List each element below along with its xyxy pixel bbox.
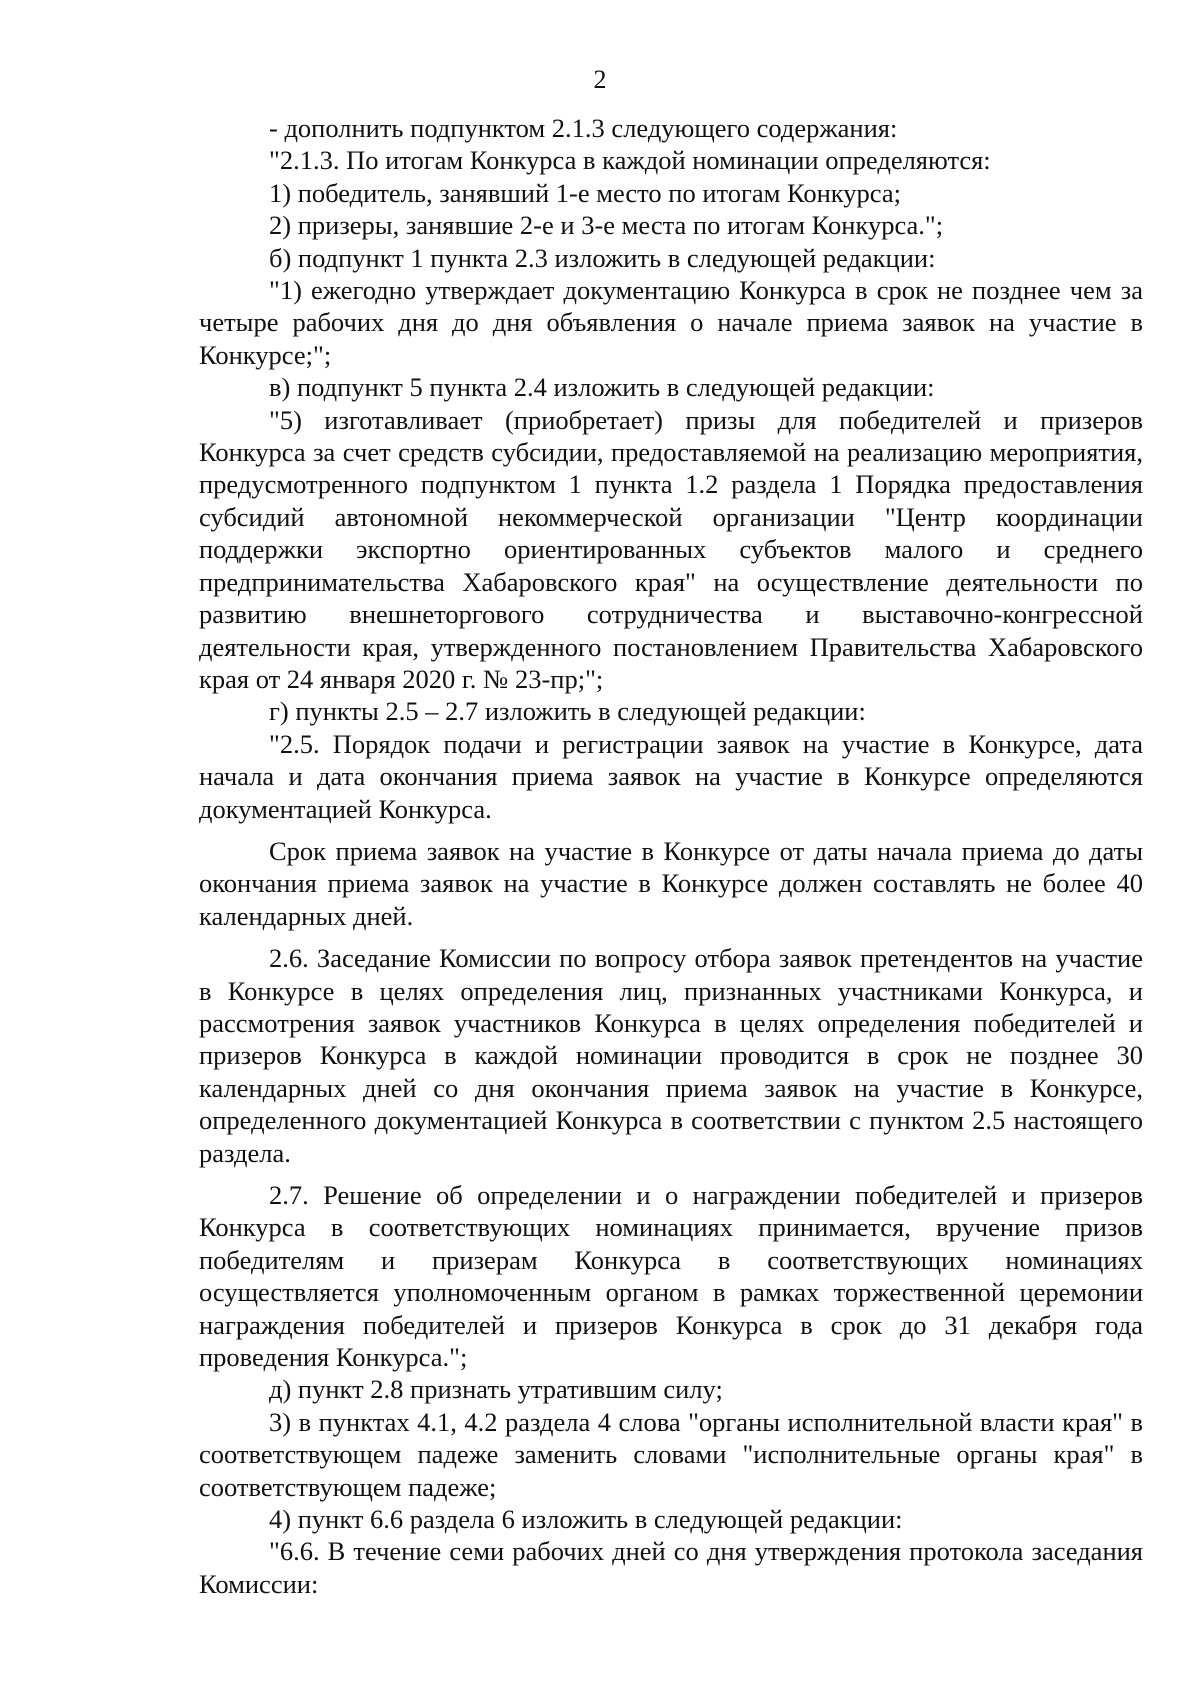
page-number: 2 xyxy=(593,65,607,94)
paragraph: в) подпункт 5 пункта 2.4 изложить в следующей редакции: xyxy=(269,372,935,403)
paragraph: - дополнить подпунктом 2.1.3 следующего содержания: xyxy=(269,113,898,143)
paragraph: "5) изготавливает (приобретает) призы для победителей и призеров Конкурса за счет средств субсидии, предоставляемой на реализацию мероприятия, предусмотренного подпунктом 1 пункта 1.2 раздела 1 Порядка предоставления субсидий автономной некоммерческой организации "Центр координации поддержки экспортно ориентированных субъектов малого и среднего предпринимательства Хабаровского края" на осуществление деятельности по развитию внешнеторгового сотрудничества и выставочно-конгрессной деятельности края, утвержденного постановлением Правительства Хабаровского края от 24 января 2020 г. № 23-пр;"; xyxy=(199,404,1143,694)
paragraph: 4) пункт 6.6 раздела 6 изложить в следующей редакции: xyxy=(269,1504,903,1535)
paragraph: д) пункт 2.8 признать утратившим силу; xyxy=(269,1374,723,1405)
paragraph: "2.1.3. По итогам Конкурса в каждой номинации определяются: xyxy=(269,145,991,176)
paragraph: 1) победитель, занявший 1-е место по итогам Конкурса; xyxy=(269,177,902,208)
paragraph: б) подпункт 1 пункта 2.3 изложить в следующей редакции: xyxy=(269,242,936,273)
paragraph: г) пункты 2.5 – 2.7 изложить в следующей редакции: xyxy=(269,696,866,727)
paragraph: "6.6. В течение семи рабочих дней со дня утверждения протокола заседания Комиссии: xyxy=(199,1536,1143,1599)
paragraph: 2) призеры, занявшие 2-е и 3-е места по итогам Конкурса."; xyxy=(269,210,944,241)
paragraph: 2.7. Решение об определении и о награждении победителей и призеров Конкурса в соответствующих номинациях принимается, вручение призов победителям и призерам Конкурса в соответствующих номинациях осуществляется уполномоченным органом в рамках торжественной церемонии награждения победителей и призеров Конкурса в срок до 31 декабря года проведения Конкурса."; xyxy=(199,1180,1143,1373)
paragraph: Срок приема заявок на участие в Конкурсе от даты начала приема до даты окончания приема заявок на участие в Конкурсе должен составлять не более 40 календарных дней. xyxy=(199,835,1143,931)
document-body xyxy=(199,112,1143,1600)
paragraph: "1) ежегодно утверждает документацию Конкурса в срок не позднее чем за четыре рабочих дня до дня объявления о начале приема заявок на участие в Конкурсе;"; xyxy=(199,275,1143,370)
paragraph: 3) в пунктах 4.1, 4.2 раздела 4 слова "органы исполнительной власти края" в соответствующем падеже заменить словами "исполнительные органы края" в соответствующем падеже; xyxy=(199,1406,1143,1502)
paragraph: "2.5. Порядок подачи и регистрации заявок на участие в Конкурсе, дата начала и дата окончания приема заявок на участие в Конкурсе определяются документацией Конкурса. xyxy=(199,728,1143,824)
paragraph: 2.6. Заседание Комиссии по вопросу отбора заявок претендентов на участие в Конкурсе в целях определения лиц, признанных участниками Конкурса, и рассмотрения заявок участников Конкурса в целях определения победителей и призеров Конкурса в каждой номинации проводится в срок не позднее 30 календарных дней со дня окончания приема заявок на участие в Конкурсе, определенного документацией Конкурса в соответствии с пунктом 2.5 настоящего раздела. xyxy=(199,943,1143,1168)
